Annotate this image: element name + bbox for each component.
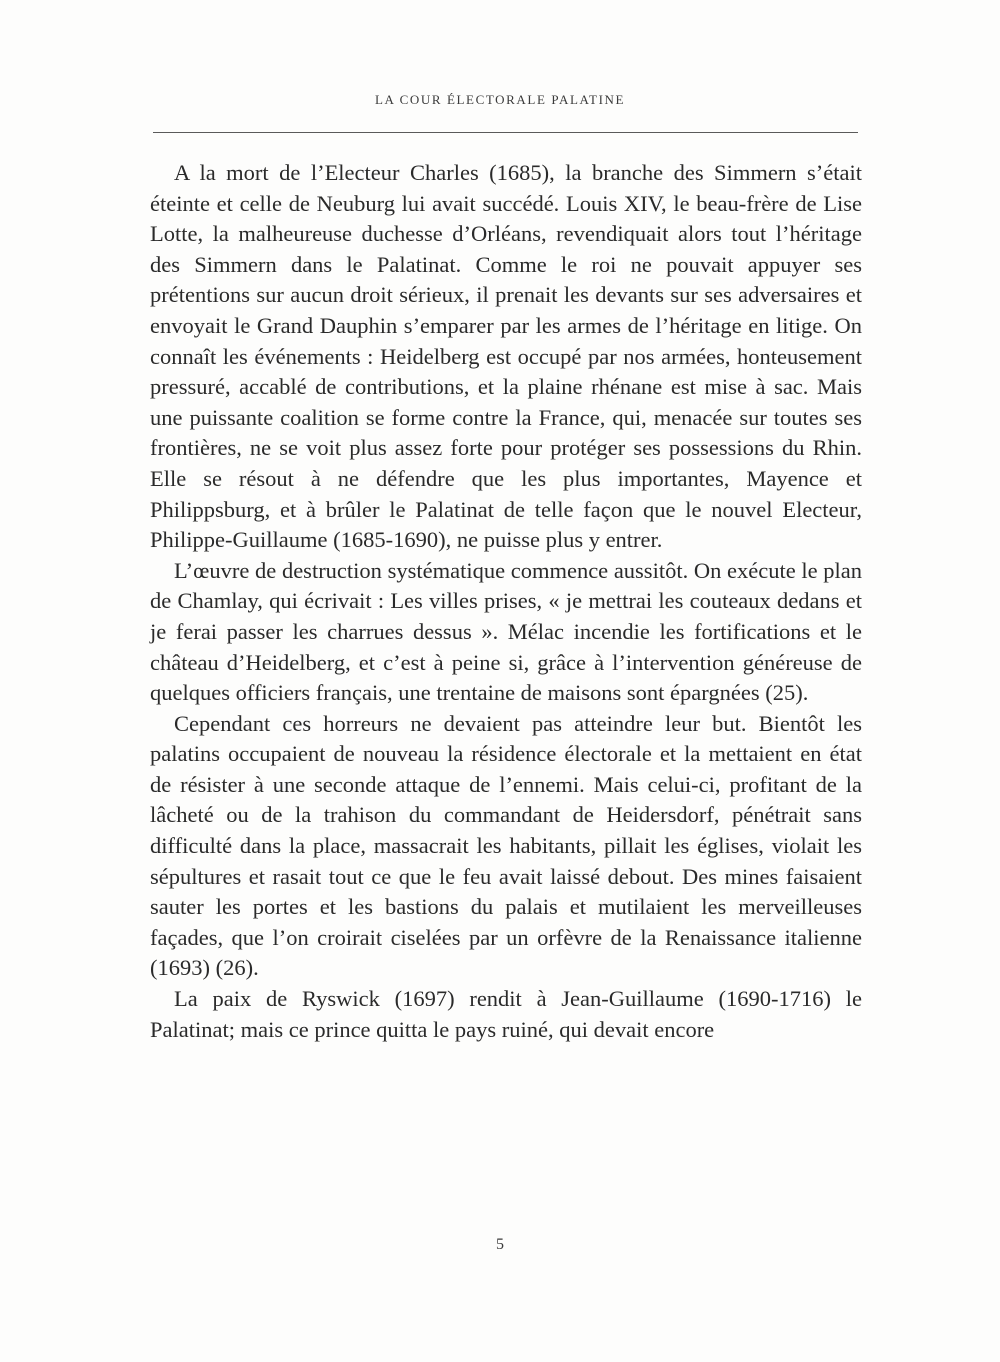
page-number: 5 [496, 1236, 504, 1253]
paragraph: Cependant ces horreurs ne devaient pas atteindre leur but. Bientôt les palatins occupaient de nouveau la résidence électorale et la mettaient en état de résister à une seconde attaque de l’ennemi. Mais celui-ci, profitant de la lâcheté ou de la trahison du commandant de Heidersdorf, pénétrait sans difficulté dans la place, massacrait les habitants, pillait les églises, violait les sépultures et rasait tout ce que le feu avait laissé debout. Des mines faisaient sauter les portes et les bastions du palais et mutilaient les merveilleuses façades, que l’on croirait ciselées par un orfèvre de la Renaissance italienne (1693) (26). [150, 710, 862, 981]
body-text [150, 158, 862, 1045]
running-header: LA COUR ÉLECTORALE PALATINE [374, 92, 626, 107]
paragraph: La paix de Ryswick (1697) rendit à Jean-Guillaume (1690-1716) le Palatinat; mais ce prince quitta le pays ruiné, qui devait encore [150, 986, 862, 1042]
header-rule [153, 132, 858, 133]
paragraph: A la mort de l’Electeur Charles (1685), la branche des Simmern s’était éteinte et celle de Neuburg lui avait succédé. Louis XIV, le beau-frère de Lise Lotte, la malheureuse duchesse d’Orléans, revendiquait alors tout l’héritage des Simmern dans le Palatinat. Comme le roi ne pouvait appuyer ses prétentions sur aucun droit sérieux, il prenait les devants sur ses adversaires et envoyait le Grand Dauphin s’emparer par les armes de l’héritage en litige. On connaît les événements : Heidelberg est occupé par nos armées, honteusement pressuré, accablé de contributions, et la plaine rhénane est mise à sac. Mais une puissante coalition se forme contre la France, qui, menacée sur toutes ses frontières, ne se voit plus assez forte pour protéger ses possessions du Rhin. Elle se résout à ne défendre que les plus importantes, Mayence et Philippsburg, et à brûler le Palatinat de telle façon que le nouvel Electeur, Philippe-Guillaume (1685-1690), ne puisse plus y entrer. [150, 160, 862, 553]
paragraph: L’œuvre de destruction systématique commence aussitôt. On exécute le plan de Chamlay, qui écrivait : Les villes prises, « je mettrai les couteaux dedans et je ferai passer les charrues dessus ». Mélac incendie les fortifications et le château d’Heidelberg, et c’est à peine si, grâce à l’intervention généreuse de quelques officiers français, une trentaine de maisons sont épargnées (25). [150, 557, 862, 706]
